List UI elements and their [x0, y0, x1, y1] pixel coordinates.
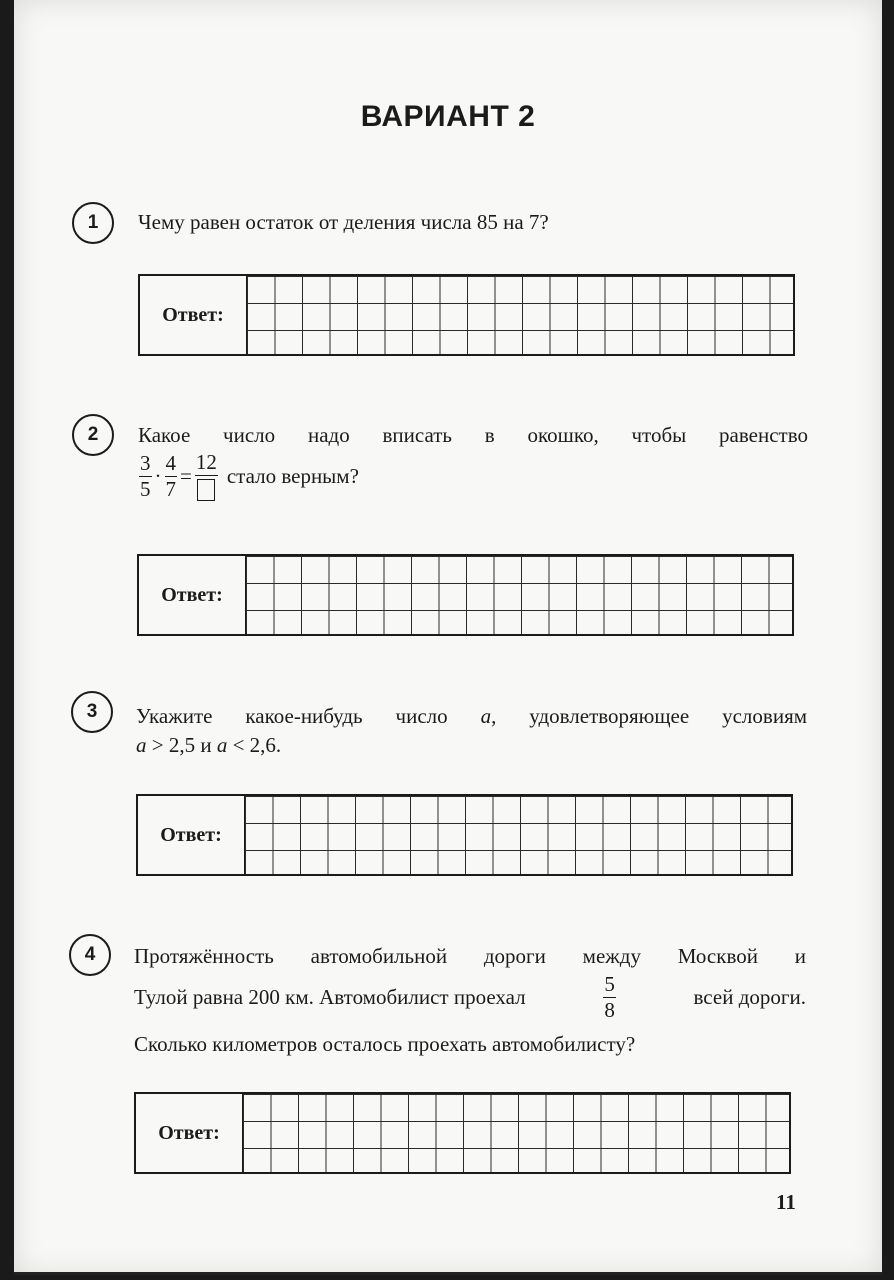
task-4-line-3: Сколько километров осталось проехать автомобилисту?: [134, 1032, 636, 1056]
bottom-divider: [14, 1272, 882, 1275]
task-3-text-a: Укажите какое-нибудь число: [136, 704, 448, 728]
task-4-line-1: Протяжённость автомобильной дороги между Москвой и: [134, 944, 806, 968]
task-1-answer-box[interactable]: [138, 274, 795, 356]
answer-label: Ответ:: [140, 276, 247, 354]
fraction-denominator: 8: [604, 998, 615, 1022]
task-2-line-1: Какое число надо вписать в окошко, чтобы равенство: [138, 423, 808, 447]
answer-label: Ответ:: [138, 796, 245, 874]
task-2-rest: стало верным?: [226, 463, 359, 488]
task-4-line-2: [134, 974, 806, 1021]
task-2-line-2: [138, 452, 808, 501]
task-1-number: 1: [72, 202, 114, 244]
page-number: 11: [776, 1190, 796, 1214]
answer-label: Ответ:: [139, 556, 246, 634]
task-4-text-b: всей дороги.: [693, 984, 806, 1009]
multiply-dot: ·: [154, 463, 162, 488]
page-title: ВАРИАНТ 2: [360, 100, 536, 133]
fraction-numerator: 4: [165, 451, 176, 475]
fraction-12-box: [195, 452, 218, 501]
task-3-answer-box[interactable]: [136, 794, 793, 876]
answer-grid[interactable]: [246, 556, 792, 634]
variable-a: a: [480, 704, 492, 728]
task-3-line-1: [136, 704, 807, 729]
answer-grid[interactable]: [247, 276, 793, 354]
answer-label: Ответ:: [136, 1094, 243, 1172]
fraction-4-7: [165, 453, 178, 500]
task-2-answer-box[interactable]: [137, 554, 794, 636]
fraction-3-5: [139, 453, 152, 500]
worksheet-page: [14, 0, 882, 1275]
fraction-denominator: 7: [165, 477, 176, 501]
answer-grid[interactable]: [245, 796, 791, 874]
fraction-numerator: 12: [195, 450, 217, 474]
task-3-number: 3: [71, 691, 113, 733]
empty-box-icon: [197, 479, 215, 501]
condition-1: > 2,5 и: [146, 733, 217, 757]
variable-a: a: [136, 733, 147, 757]
task-1-text: Чему равен остаток от деления числа 85 на 7?: [138, 210, 549, 234]
task-4-text-a: Тулой равна 200 км. Автомобилист проехал: [134, 984, 526, 1009]
fraction-5-8: [603, 974, 616, 1021]
condition-2: < 2,6.: [227, 733, 282, 757]
answer-grid[interactable]: [243, 1094, 789, 1172]
task-3-text-b: , удовлетворяющее условиям: [491, 704, 808, 728]
task-2-number: 2: [72, 414, 114, 456]
task-4-answer-box[interactable]: [134, 1092, 791, 1174]
task-4-number: 4: [69, 934, 111, 976]
variable-a: a: [216, 733, 228, 757]
fraction-numerator: 3: [140, 451, 151, 475]
task-3-line-2: [136, 733, 807, 758]
fraction-denominator: 5: [140, 477, 151, 501]
equals-sign: =: [180, 463, 192, 488]
fraction-numerator: 5: [604, 972, 615, 996]
